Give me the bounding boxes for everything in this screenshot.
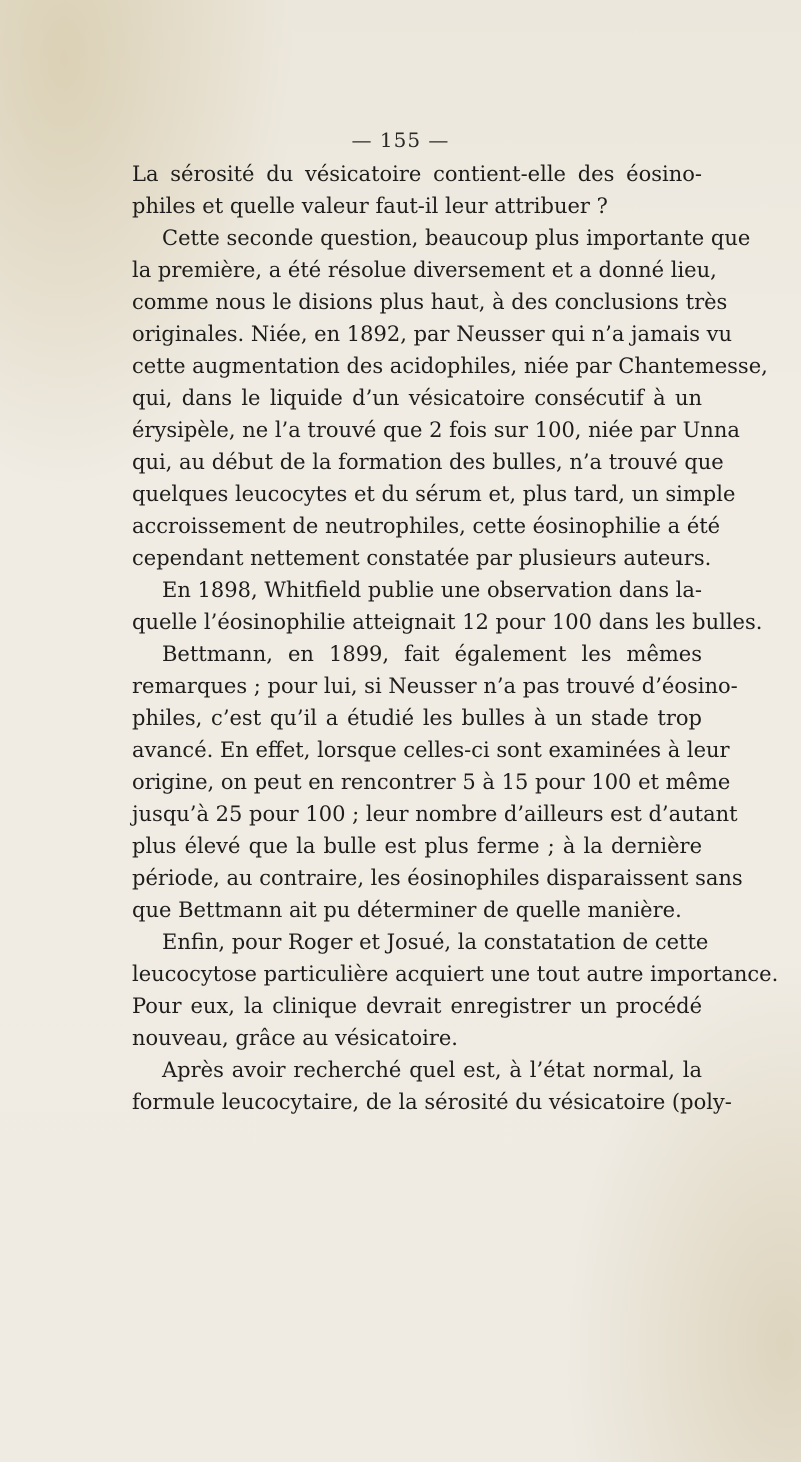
- text-line: qui, au début de la formation des bulles, n’a trouvé que: [132, 450, 724, 474]
- text-line: nouveau, grâce au vésicatoire.: [132, 1026, 458, 1050]
- text-line: En 1898, Whitfield publie une observation dans la-: [162, 578, 702, 602]
- page-number: — 155 —: [351, 128, 450, 152]
- text-line: avancé. En effet, lorsque celles-ci sont examinées à leur: [132, 738, 730, 762]
- text-line: jusqu’à 25 pour 100 ; leur nombre d’ailleurs est d’autant: [132, 802, 738, 826]
- body-text: [132, 158, 779, 1118]
- text-line: érysipèle, ne l’a trouvé que 2 fois sur 100, niée par Unna: [132, 418, 740, 442]
- text-line: La sérosité du vésicatoire contient-elle des éosino-: [132, 162, 702, 186]
- text-line: cependant nettement constatée par plusieurs auteurs.: [132, 546, 712, 570]
- text-line: Bettmann, en 1899, fait également les mêmes: [162, 642, 702, 666]
- text-line: la première, a été résolue diversement et a donné lieu,: [132, 258, 717, 282]
- text-line: origine, on peut en rencontrer 5 à 15 pour 100 et même: [132, 770, 731, 794]
- text-line: philes et quelle valeur faut-il leur attribuer ?: [132, 194, 608, 218]
- text-line: plus élevé que la bulle est plus ferme ; à la dernière: [132, 834, 702, 858]
- text-line: période, au contraire, les éosinophiles disparaissent sans: [132, 866, 743, 890]
- text-line: comme nous le disions plus haut, à des conclusions très: [132, 290, 728, 314]
- text-line: qui, dans le liquide d’un vésicatoire consécutif à un: [132, 386, 702, 410]
- text-line: Cette seconde question, beaucoup plus importante que: [162, 226, 751, 250]
- text-line: Après avoir recherché quel est, à l’état normal, la: [162, 1058, 702, 1082]
- text-line: philes, c’est qu’il a étudié les bulles à un stade trop: [132, 706, 702, 730]
- text-line: que Bettmann ait pu déterminer de quelle manière.: [132, 898, 682, 922]
- text-line: Enfin, pour Roger et Josué, la constatation de cette: [162, 930, 709, 954]
- text-line: formule leucocytaire, de la sérosité du vésicatoire (poly-: [132, 1090, 732, 1114]
- text-line: Pour eux, la clinique devrait enregistrer un procédé: [132, 994, 702, 1018]
- text-line: leucocytose particulière acquiert une tout autre importance.: [132, 962, 779, 986]
- text-line: accroissement de neutrophiles, cette éosinophilie a été: [132, 514, 721, 538]
- text-line: originales. Niée, en 1892, par Neusser qui n’a jamais vu: [132, 322, 733, 346]
- text-line: quelle l’éosinophilie atteignait 12 pour 100 dans les bulles.: [132, 610, 763, 634]
- text-line: remarques ; pour lui, si Neusser n’a pas trouvé d’éosino-: [132, 674, 738, 698]
- text-line: cette augmentation des acidophiles, niée par Chantemesse,: [132, 354, 768, 378]
- text-line: quelques leucocytes et du sérum et, plus tard, un simple: [132, 482, 736, 506]
